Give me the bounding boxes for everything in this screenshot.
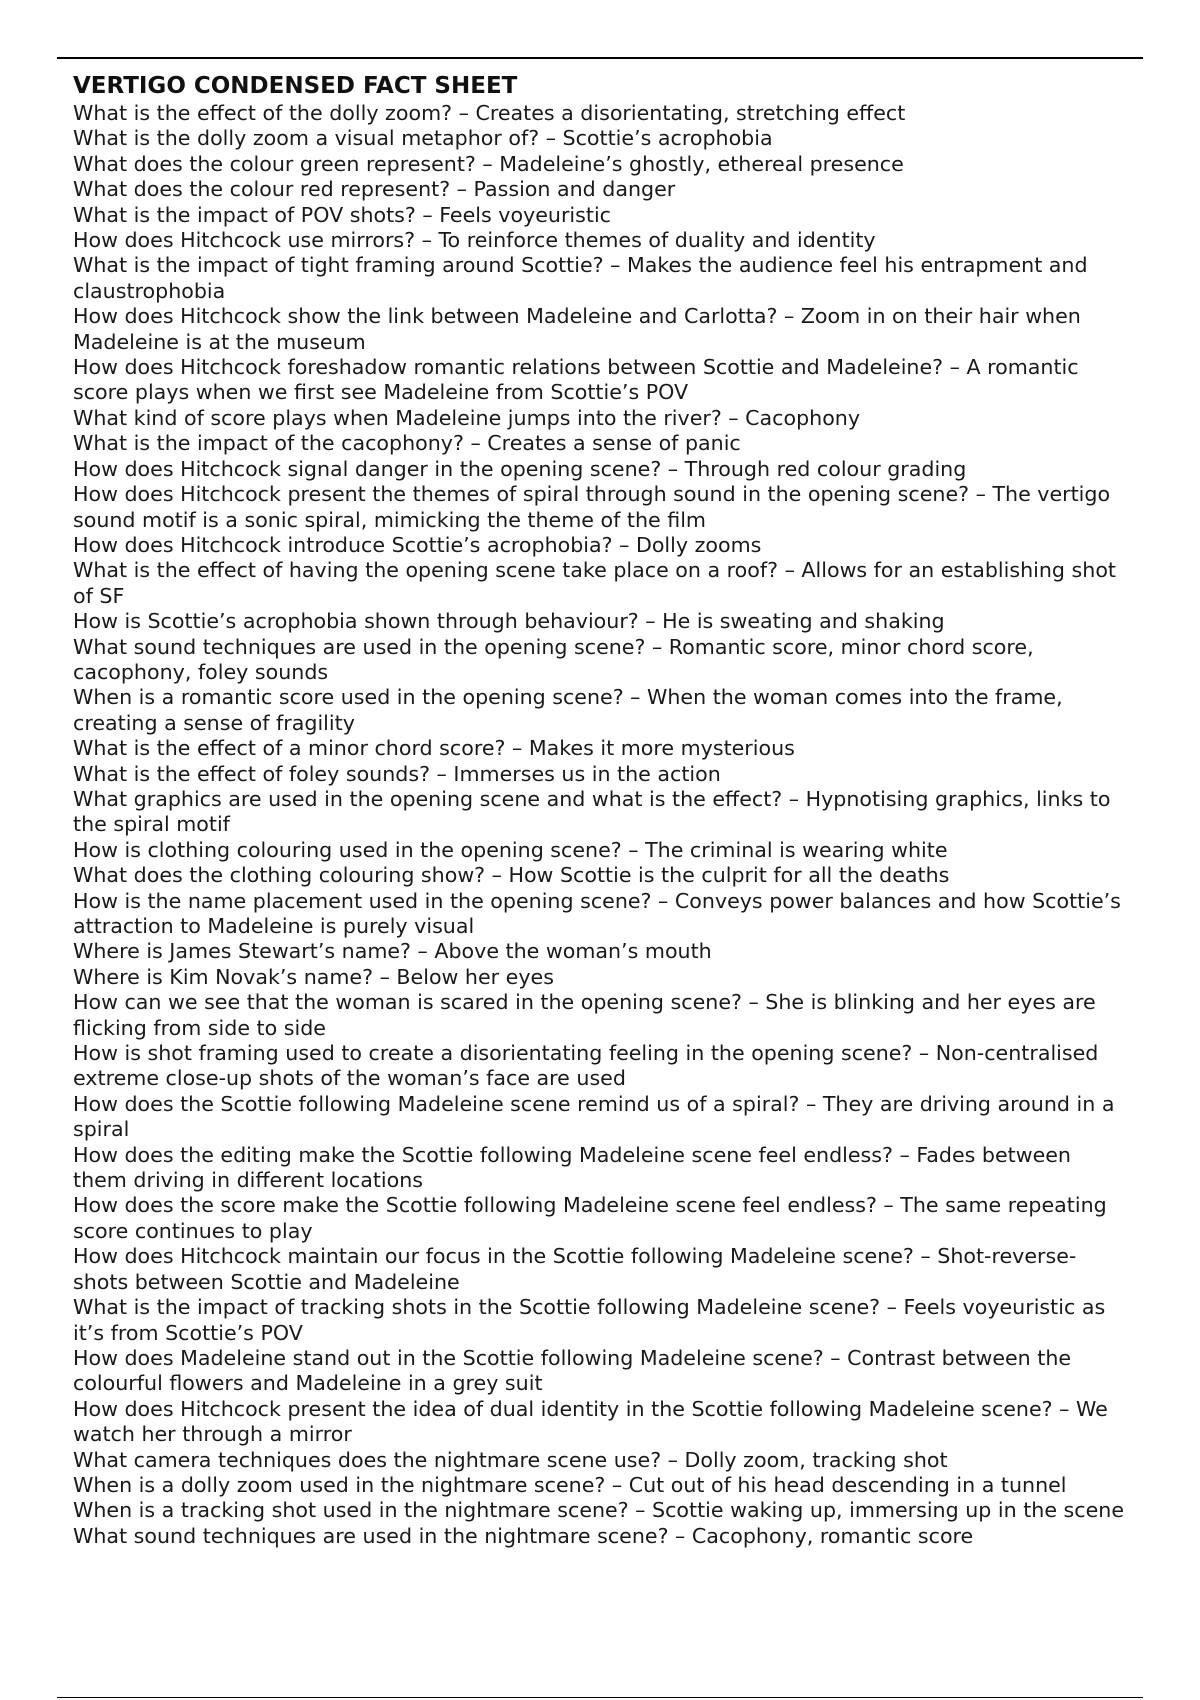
fact-item: How does Hitchcock maintain our focus in the Scottie following Madeleine scene? – Shot-reverse-shots between Scottie and Madeleine [73,1244,1077,1294]
fact-item: What is the effect of foley sounds? – Immerses us in the action [73,761,721,786]
fact-item: How is clothing colouring used in the opening scene? – The criminal is wearing white [73,837,948,862]
fact-item: What does the colour red represent? – Passion and danger [73,177,676,202]
fact-item: What camera techniques does the nightmare scene use? – Dolly zoom, tracking shot [73,1447,948,1472]
fact-item: How does Hitchcock present the themes of spiral through sound in the opening scene? – The vertigo sound motif is a sonic spiral, mimicking the theme of the film [73,482,1111,532]
top-rule [57,57,1143,59]
fact-item: What is the effect of a minor chord score? – Makes it more mysterious [73,736,795,761]
fact-item: What is the impact of tight framing around Scottie? – Makes the audience feel his entrapment and claustrophobia [73,253,1088,303]
fact-list [73,101,1131,1549]
fact-item: What sound techniques are used in the nightmare scene? – Cacophony, romantic score [73,1523,974,1548]
fact-item: How does Madeleine stand out in the Scottie following Madeleine scene? – Contrast between the colourful flowers and Madeleine in a grey suit [73,1345,1072,1396]
bottom-rule [57,1697,1143,1698]
fact-item: What sound techniques are used in the opening scene? – Romantic score, minor chord score, cacophony, foley sounds [73,634,1034,684]
fact-item: How does Hitchcock present the idea of dual identity in the Scottie following Madeleine scene? – We watch her through a mirror [73,1396,1108,1447]
fact-item: How can we see that the woman is scared in the opening scene? – She is blinking and her eyes are flicking from side to side [73,990,1096,1040]
fact-item: What is the impact of tracking shots in the Scottie following Madeleine scene? – Feels voyeuristic as it’s from Scottie’s POV [73,1295,1106,1345]
fact-item: What does the clothing colouring show? – How Scottie is the culprit for all the deaths [73,863,950,888]
fact-item: How does Hitchcock show the link between Madeleine and Carlotta? – Zoom in on their hair when Madeleine is at the museum [73,304,1081,354]
sheet-title: VERTIGO CONDENSED FACT SHEET [73,73,518,99]
fact-item: What graphics are used in the opening scene and what is the effect? – Hypnotising graphics, links to the spiral motif [73,786,1111,837]
fact-item: What is the impact of POV shots? – Feels voyeuristic [73,202,612,227]
fact-item: What is the effect of the dolly zoom? – Creates a disorientating, stretching effect [73,101,906,125]
fact-item: How does Hitchcock introduce Scottie’s acrophobia? – Dolly zooms [73,532,762,557]
fact-item: How does the score make the Scottie following Madeleine scene feel endless? – The same repeating score continues to play [73,1193,1107,1243]
fact-item: How does Hitchcock use mirrors? – To reinforce themes of duality and identity [73,228,876,253]
fact-item: How does Hitchcock signal danger in the opening scene? – Through red colour grading [73,456,967,481]
fact-item: How is the name placement used in the opening scene? – Conveys power balances and how Scottie’s attraction to Madeleine is purely visual [73,888,1121,938]
fact-item: How does the Scottie following Madeleine scene remind us of a spiral? – They are driving around in a spiral [73,1091,1115,1142]
fact-item: What is the effect of having the opening scene take place on a roof? – Allows for an establishing shot of SF [73,558,1117,608]
fact-item: How is Scottie’s acrophobia shown through behaviour? – He is sweating and shaking [73,609,945,634]
fact-item: Where is Kim Novak’s name? – Below her eyes [73,964,554,989]
fact-item: How does Hitchcock foreshadow romantic relations between Scottie and Madeleine? – A romantic score plays when we first see Madeleine from Scottie’s POV [73,355,1079,405]
fact-item: When is a tracking shot used in the nightmare scene? – Scottie waking up, immersing up in the scene [73,1498,1124,1523]
fact-item: How is shot framing used to create a disorientating feeling in the opening scene? – Non-centralised extreme close-up shots of the woman’s face are used [73,1041,1099,1091]
fact-item: What is the dolly zoom a visual metaphor of? – Scottie’s acrophobia [73,126,773,151]
fact-item: What is the impact of the cacophony? – Creates a sense of panic [73,431,741,456]
fact-item: When is a romantic score used in the opening scene? – When the woman comes into the frame, creating a sense of fragility [73,685,1063,735]
fact-item: How does the editing make the Scottie following Madeleine scene feel endless? – Fades between them driving in different locations [73,1142,1071,1193]
fact-sheet [73,71,1131,1549]
fact-item: What kind of score plays when Madeleine jumps into the river? – Cacophony [73,405,861,430]
fact-item: When is a dolly zoom used in the nightmare scene? – Cut out of his head descending in a tunnel [73,1472,1067,1497]
fact-item: What does the colour green represent? – Madeleine’s ghostly, ethereal presence [73,151,904,176]
fact-item: Where is James Stewart’s name? – Above the woman’s mouth [73,939,712,964]
